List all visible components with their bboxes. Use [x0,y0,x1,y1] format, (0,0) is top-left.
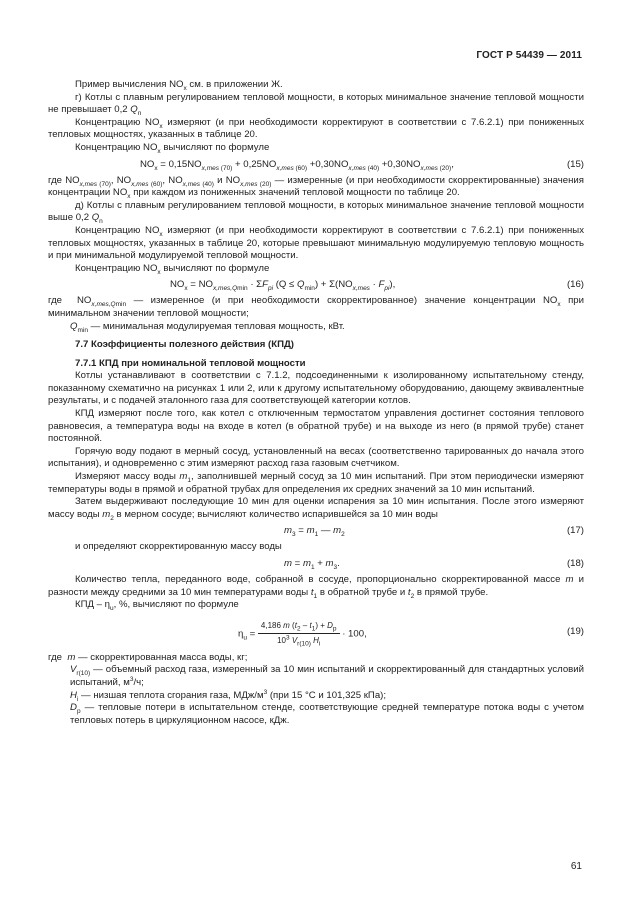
section-heading-7-7: 7.7 Коэффициенты полезного действия (КПД) [75,339,294,351]
page-number: 61 [570,861,582,872]
formula-17 [48,521,584,541]
paragraph-measure-2: Концентрацию $NO_x$ измеряют (и при необходимости корректируют в соответствии с 7.6.2.1) при пониженных тепловых мощностях, указанных в таблице 20, которые превышают минимальную модулируемую тепловую мощность и при минимальной модулируемой тепловой мощности. [48,224,584,262]
formula-15-expression: $NO_x = 0,15NO_{x,mes (70)} + 0,25NO_{x,mes (60)} +0,30NO_{x,mes (40)} +0,30NO_{x,mes (20)}$, [140,158,454,172]
formula-19-expression: $\eta_u$ = $\frac{4,186 m (t_2 - t_1) + D_p}{10^3 V_{r(10)} H_i}$ · 100, [238,620,367,648]
document-header: ГОСТ Р 54439 — 2011 [476,50,582,61]
formula-18-number: (18) [566,558,584,569]
paragraph-compute-1: Концентрацию $NO_x$ вычисляют по формуле [75,141,270,155]
paragraph-measure-1: Концентрацию $NO_x$ измеряют (и при необходимости корректируют в соответствии с 7.6.2.1) при пониженных тепловых мощностях, указанных в таблице 20. [48,116,584,141]
paragraph-efficiency-measure: КПД измеряют после того, как котел с отключенным термостатом управления достигнет состояния теплового равновесия, а температура воды на входе в котел (в обратной трубе) и на выходе из него (в прямой трубе) станет постоянной. [48,408,584,445]
formula-18 [48,554,584,574]
paragraph-evaporation: Затем выдерживают последующие 10 мин для оценки испарения за 10 мин испытания. После этого измеряют массу воды $m_2$ в мерном сосуде; вычисляют количество испарившейся за 10 мин воды [48,496,584,522]
formula-15-number: (15) [566,158,584,170]
formula-15 [48,155,584,175]
definition-m: где m — скорректированная масса воды, кг; [48,651,248,663]
paragraph-hot-water: Горячую воду подают в мерный сосуд, установленный на весах (соответственно тарированных до начала этого испытания), и одновременно с этим измеряют расход газа газовым счетчиком. [48,445,584,470]
formula-18-expression: $m = m_1 + m_3$. [284,558,340,571]
formula-19-fraction: $\frac{4,186 m (t_2 - t_1) + D_p}{10^3 V_{r(10)} H_i}$ [258,620,340,648]
paragraph-efficiency-formula-intro: КПД – $\eta_u$, %, вычисляют по формуле [75,599,239,613]
formula-17-number: (17) [566,525,584,537]
formula-19-number: (19) [566,625,584,637]
paragraph-where-15: где $NO_{x,mes (70)}$, $NO_{x,mes (60)}$, $NO_{x,mes (40)}$ и $NO_{x,mes (20)}$ — измеренные (и при необходимости скорректированные) значения концентрации $NO_x$ при каждом из пониженных значений тепловой мощности по таблице 20. [48,174,584,201]
paragraph-mass-m1: Измеряют массу воды $m_1$, заполнившей мерный сосуд за 10 мин испытаний. При этом периодически измеряют температуры воды в прямой и обратной трубах для определения их средних значений за 10 мин испытаний. [48,471,584,495]
paragraph-compute-2: Концентрацию $NO_x$ вычисляют по формуле [75,262,270,276]
page-content [48,79,584,727]
formula-16 [48,275,584,295]
definition-hi: $H_i$ — низшая теплота сгорания газа, МДж/$м^3$ (при 15 °С и 101,325 кПа); [70,688,387,703]
section-heading-7-7-1: 7.7.1 КПД при номинальной тепловой мощности [75,357,306,369]
definition-dp: $D_p$ — тепловые потери в испытательном стенде, соответствующие средней температуре потока воды с учетом тепловых потерь в циркуляционном насосе, кДж. [70,702,584,726]
formula-16-expression: $NO_x = NO_{x,mes,Qmin} \cdot \Sigma F_{pi}$ $(Q \le Q_{min}) + \Sigma(NO_{x,mes} \cdot F_{pi})$, [170,279,396,293]
definition-vr10: $V_{r(10)}$ — объемный расход газа, измеренный за 10 мин испытаний и скорректированный для стандартных условий испытаний, $м^3/ч$; [70,664,584,688]
paragraph-example-ref: Пример вычисления $NO_x$ см. в приложении Ж. [75,79,283,92]
formula-19 [48,612,584,652]
formula-16-number: (16) [566,279,584,291]
paragraph-item-g: г) Котлы с плавным регулированием тепловой мощности, в которых минимальное значение тепловой мощности не превышает 0,2 $Q_n$ [48,91,584,118]
paragraph-qmin-def: $Q_{min}$ — минимальная модулируемая тепловая мощность, кВт. [70,320,345,334]
paragraph-corrected-mass: и определяют скорректированную массу воды [75,541,282,553]
paragraph-install: Котлы устанавливают в соответствии с 7.1.2, подсоединенными к изолированному испытательному стенду, показанному схематично на рисунках 1 или 2, или к другому испытательному оборудованию, дающему эквивалентные результаты, и с подачей эталонного газа для соответствующей категории котлов. [48,370,584,407]
paragraph-item-d: д) Котлы с плавным регулированием тепловой мощности, в которых минимальное значение тепловой мощности выше 0,2 $Q_n$ [48,199,584,226]
paragraph-heat-quantity: Количество тепла, переданного воде, собранной в сосуде, пропорционально скорректированной массе m и разности между средними за 10 мин температурами воды $t_1$ в обратной трубе и $t_2$ в прямой трубе. [48,574,584,600]
paragraph-where-16: где $NO_{x,mes,Qmin}$ — измеренное (и при необходимости скорректированное) значение концентрации $NO_x$ при минимальном значении тепловой мощности; [48,295,584,319]
formula-17-expression: $m_3 = m_1$ — $m_2$ [284,525,345,539]
